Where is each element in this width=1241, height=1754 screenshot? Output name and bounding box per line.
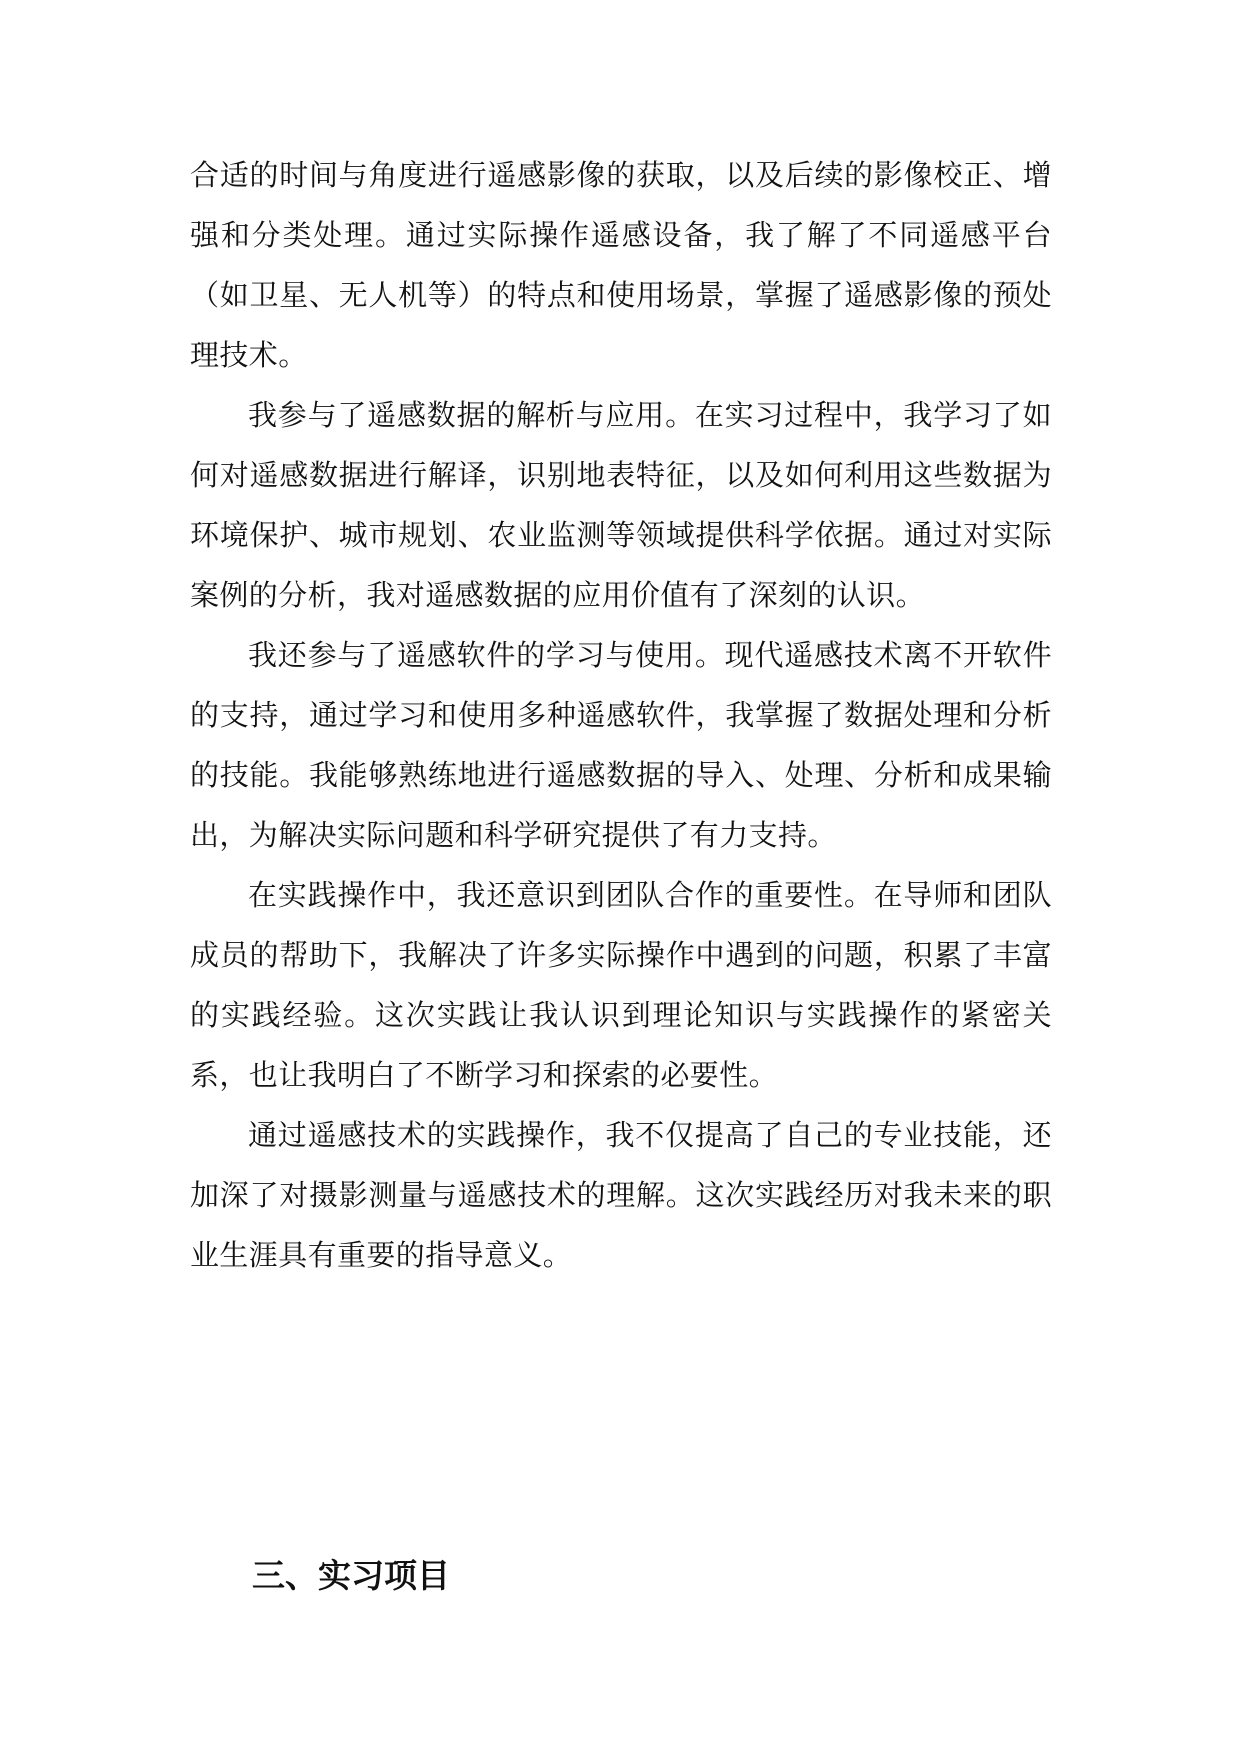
paragraph-data-analysis: 我参与了遥感数据的解析与应用。在实习过程中，我学习了如何对遥感数据进行解译，识别地表特征，以及如何利用这些数据为环境保护、城市规划、农业监测等领域提供科学依据。通过对实际案例的分析，我对遥感数据的应用价值有了深刻的认识。 — [190, 398, 1052, 612]
paragraph-continued: 合适的时间与角度进行遥感影像的获取，以及后续的影像校正、增强和分类处理。通过实际操作遥感设备，我了解了不同遥感平台（如卫星、无人机等）的特点和使用场景，掌握了遥感影像的预处理技术。 — [190, 158, 1052, 372]
paragraph-conclusion: 通过遥感技术的实践操作，我不仅提高了自己的专业技能，还加深了对摄影测量与遥感技术的理解。这次实践经历对我未来的职业生涯具有重要的指导意义。 — [190, 1118, 1052, 1272]
section-heading: 三、实习项目 — [252, 1556, 450, 1595]
body-text — [190, 145, 1052, 1285]
paragraph-teamwork: 在实践操作中，我还意识到团队合作的重要性。在导师和团队成员的帮助下，我解决了许多实际操作中遇到的问题，积累了丰富的实践经验。这次实践让我认识到理论知识与实践操作的紧密关系，也让我明白了不断学习和探索的必要性。 — [190, 878, 1052, 1092]
paragraph-software: 我还参与了遥感软件的学习与使用。现代遥感技术离不开软件的支持，通过学习和使用多种遥感软件，我掌握了数据处理和分析的技能。我能够熟练地进行遥感数据的导入、处理、分析和成果输出，为解决实际问题和科学研究提供了有力支持。 — [190, 638, 1052, 852]
